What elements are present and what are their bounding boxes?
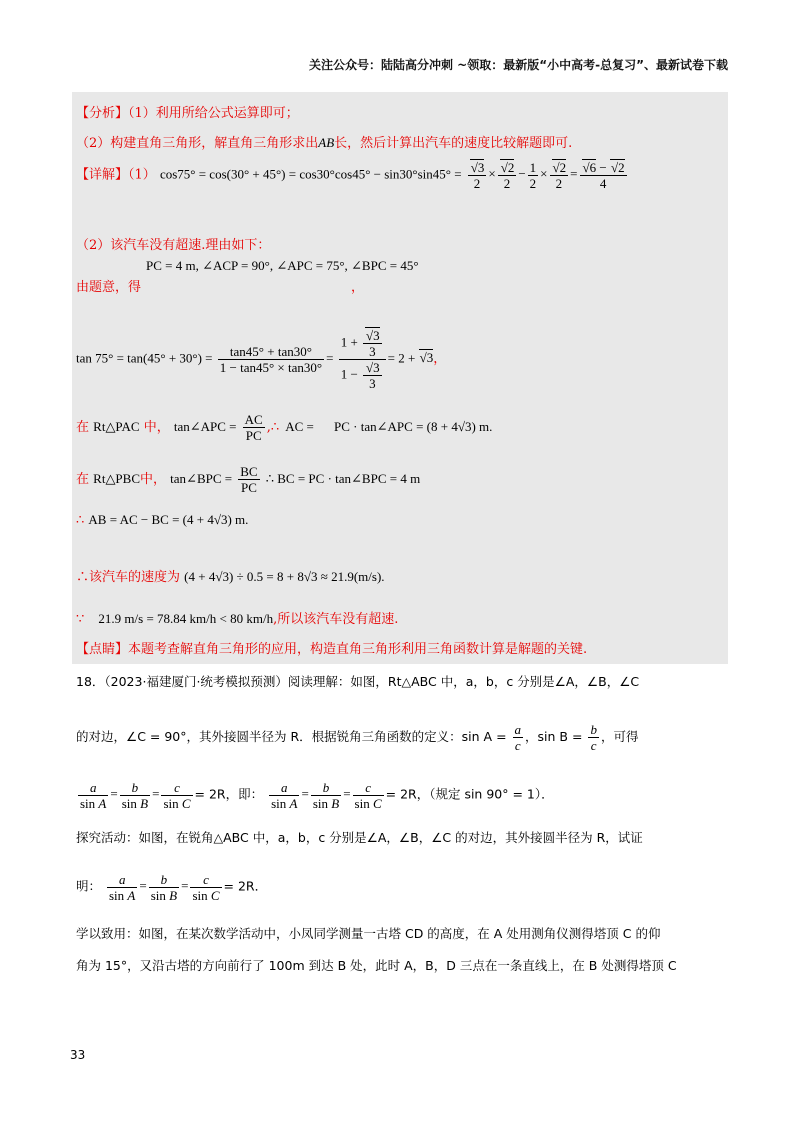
speed-compare: ∵ 21.9 m/s = 78.84 km/h < 80 km/h,所以该汽车没有超速. [76,611,399,627]
given-values: PC = 4 m, ∠ACP = 90°, ∠APC = 75°, ∠BPC = 45° [146,258,419,273]
page-header: 关注公众号：陆陆高分冲刺 ~领取：最新版“小中高考-总复习”、最新试卷下载 [309,58,728,72]
ab-calc: ∴ AB = AC − BC = (4 + 4√3) m. [76,512,249,528]
q18-line-1: 18．（2023·福建厦门·统考模拟预测）阅读理解：如图，Rt△ABC 中，a，b，c 分别是∠A，∠B，∠C [76,674,640,689]
bc-calc: 在 Rt△PBC中， tan∠BPC = $\frac{BC}{PC}$ ∴ BC = PC · tan∠BPC = 4 m [76,464,421,495]
given-prefix: 由题意，得 ， [76,280,365,295]
detail-part1: 【详解】（1） cos75° = cos(30° + 45°) = cos30°cos45° − sin30°sin45° = $\frac{√3}{2}$ × $\frac{√2}{2}$ − $\frac{1}{2}$ × $\frac{√2}{2}$ = $\frac{√6 - √2}{4}$ [76,160,625,191]
point-note: 【点睛】本题考查解直角三角形的应用，构造直角三角形利用三角函数计算是解题的关键. [76,642,588,657]
ac-calc: 在 Rt△PAC 中， tan∠APC = $\frac{AC}{PC}$ ,∴ AC = PC · tan∠APC = (8 + 4√3) m. [76,412,493,443]
tan75-derivation: tan 75° = tan(45° + 30°) = $\frac{\tan 45^\circ + \tan 30^\circ}{1 - \tan 45^\circ \times \tan 30^\circ}$ = 1 + $\frac{√3}{3}$ 1 − $\frac{√3}{3}$ = 2 + √3， [76,328,447,391]
q18-line-2: 的对边，∠C = 90°，其外接圆半径为 R．根据锐角三角函数的定义：sin A = $\frac{a}{c}$ ，sin B = $\frac{b}{c}$ ，可得 [76,722,639,753]
analysis-line-2: （2）构建直角三角形，解直角三角形求出AB长，然后计算出汽车的速度比较解题即可. [76,135,573,151]
q18-line-7: 角为 15°，又沿古塔的方向前行了 100m 到达 B 处，此时 A，B，D 三点在一条直线上，在 B 处测得塔顶 C [76,958,677,973]
speed-calc: ∴该汽车的速度为 (4 + 4√3) ÷ 0.5 = 8 + 8√3 ≈ 21.9(m/s). [76,569,385,585]
page-number: 33 [70,1048,86,1062]
q18-line-4: 探究活动：如图，在锐角△ABC 中，a，b，c 分别是∠A，∠B，∠C 的对边，其外接圆半径为 R，试证 [76,830,643,845]
q18-line-6: 学以致用：如图，在某次数学活动中，小凤同学测量一古塔 CD 的高度，在 A 处用测角仪测得塔顶 C 的仰 [76,926,661,941]
q18-line-3: $\frac{a}{\text{sin A}}$ = $\frac{b}{\text{sin B}}$ = $\frac{c}{\text{sin C}}$ = 2R，即： $\frac{a}{\text{sin A}}$ = $\frac{b}{\text{sin B}}$ = $\frac{c}{\text{sin C}}$ = 2R，（规定 sin 90° = 1）． [80,780,554,811]
analysis-line-1: 【分析】（1）利用所给公式运算即可； [76,106,299,121]
q18-line-5: 明： $\frac{a}{\text{sin A}}$ = $\frac{b}{\text{sin B}}$ = $\frac{c}{\text{sin C}}$ = 2R． [76,872,268,903]
detail-part2-title: （2）该汽车没有超速.理由如下： [76,238,271,253]
